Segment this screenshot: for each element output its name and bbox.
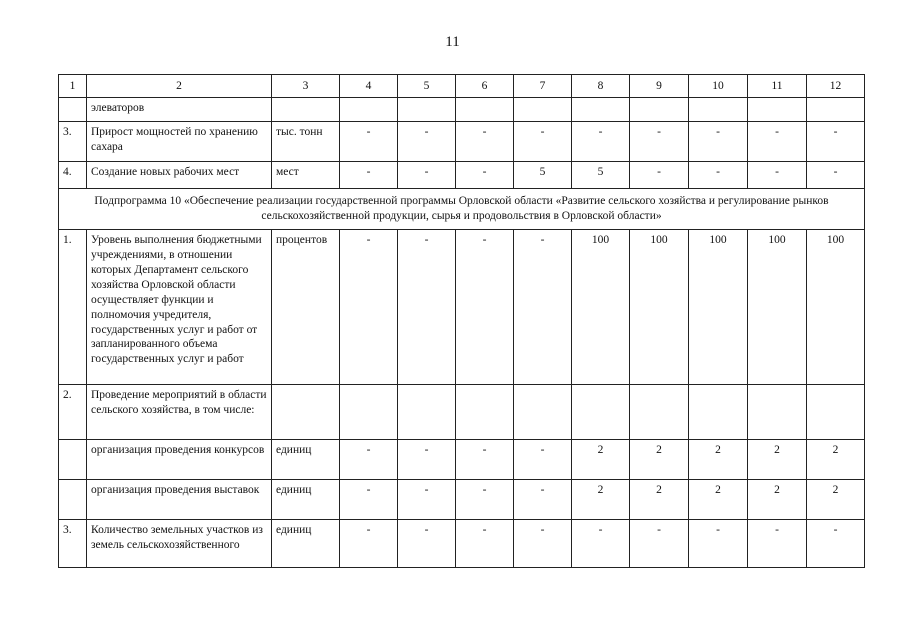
column-header: 2 — [87, 75, 272, 98]
value-cell: - — [340, 479, 398, 519]
value-cell: 2 — [807, 439, 865, 479]
value-cell: 2 — [572, 439, 630, 479]
value-cell — [748, 384, 807, 439]
value-cell: - — [398, 122, 456, 162]
value-cell — [572, 384, 630, 439]
column-header: 7 — [514, 75, 572, 98]
value-cell — [689, 384, 748, 439]
subprogram-title: Подпрограмма 10 «Обеспечение реализации государственной программы Орловской области «Развитие сельского хозяйства и регулирование рынков сельскохозяйственной продукции, сырья и продовольствия в Орловской области» — [59, 189, 865, 230]
value-cell: - — [514, 229, 572, 384]
indicator-name: организация проведения конкурсов — [87, 439, 272, 479]
indicator-name: элеваторов — [87, 98, 272, 122]
value-cell: - — [748, 122, 807, 162]
column-header: 9 — [630, 75, 689, 98]
value-cell: - — [807, 122, 865, 162]
value-cell: 2 — [748, 439, 807, 479]
value-cell: 5 — [572, 162, 630, 189]
value-cell: - — [748, 519, 807, 567]
column-header: 5 — [398, 75, 456, 98]
value-cell — [456, 384, 514, 439]
indicator-name: Создание новых рабочих мест — [87, 162, 272, 189]
table-row — [59, 122, 865, 162]
unit-cell: тыс. тонн — [272, 122, 340, 162]
value-cell: - — [630, 519, 689, 567]
row-number — [59, 98, 87, 122]
value-cell: - — [456, 162, 514, 189]
value-cell: 2 — [748, 479, 807, 519]
table-row — [59, 384, 865, 439]
table-row — [59, 229, 865, 384]
row-number: 3. — [59, 122, 87, 162]
value-cell: - — [630, 162, 689, 189]
value-cell: - — [689, 122, 748, 162]
value-cell: - — [456, 122, 514, 162]
value-cell — [456, 98, 514, 122]
value-cell: - — [398, 479, 456, 519]
value-cell: - — [340, 162, 398, 189]
subprogram-row — [59, 189, 865, 230]
value-cell: - — [807, 519, 865, 567]
value-cell: 100 — [572, 229, 630, 384]
value-cell: 2 — [630, 439, 689, 479]
value-cell: 2 — [630, 479, 689, 519]
unit-cell — [272, 384, 340, 439]
unit-cell: мест — [272, 162, 340, 189]
value-cell: - — [340, 439, 398, 479]
value-cell: 100 — [630, 229, 689, 384]
column-header: 8 — [572, 75, 630, 98]
value-cell: 100 — [689, 229, 748, 384]
value-cell: - — [340, 229, 398, 384]
table-row — [59, 439, 865, 479]
value-cell: 2 — [807, 479, 865, 519]
unit-cell — [272, 98, 340, 122]
value-cell: - — [398, 439, 456, 479]
value-cell: 100 — [748, 229, 807, 384]
value-cell — [689, 98, 748, 122]
value-cell: - — [689, 162, 748, 189]
value-cell: - — [456, 479, 514, 519]
row-number — [59, 439, 87, 479]
value-cell: - — [398, 229, 456, 384]
unit-cell: единиц — [272, 439, 340, 479]
value-cell: 2 — [689, 439, 748, 479]
value-cell — [514, 384, 572, 439]
value-cell — [807, 98, 865, 122]
table-row — [59, 98, 865, 122]
value-cell — [807, 384, 865, 439]
value-cell: - — [572, 122, 630, 162]
value-cell: - — [398, 162, 456, 189]
row-number: 1. — [59, 229, 87, 384]
value-cell — [340, 98, 398, 122]
value-cell: - — [398, 519, 456, 567]
value-cell: - — [514, 479, 572, 519]
value-cell — [398, 384, 456, 439]
row-number: 4. — [59, 162, 87, 189]
indicators-table — [58, 74, 865, 568]
value-cell — [572, 98, 630, 122]
table-header-row — [59, 75, 865, 98]
indicator-name: Уровень выполнения бюджетными учреждениями, в отношении которых Департамент сельского хозяйства Орловской области осуществляет функции и полномочия учредителя, государственных услуг и работ от запланированного объема государственных услуг и работ — [87, 229, 272, 384]
table-row — [59, 479, 865, 519]
value-cell: 5 — [514, 162, 572, 189]
value-cell — [398, 98, 456, 122]
column-header: 12 — [807, 75, 865, 98]
value-cell: - — [514, 519, 572, 567]
indicator-name: Проведение мероприятий в области сельского хозяйства, в том числе: — [87, 384, 272, 439]
column-header: 6 — [456, 75, 514, 98]
indicator-name: Прирост мощностей по хранению сахара — [87, 122, 272, 162]
value-cell: 100 — [807, 229, 865, 384]
value-cell — [514, 98, 572, 122]
value-cell: - — [456, 229, 514, 384]
row-number: 3. — [59, 519, 87, 567]
table-row — [59, 162, 865, 189]
unit-cell: процентов — [272, 229, 340, 384]
value-cell: - — [630, 122, 689, 162]
value-cell: - — [514, 439, 572, 479]
page-number: 11 — [445, 34, 460, 50]
value-cell: - — [340, 519, 398, 567]
column-header: 1 — [59, 75, 87, 98]
row-number: 2. — [59, 384, 87, 439]
column-header: 3 — [272, 75, 340, 98]
value-cell: 2 — [689, 479, 748, 519]
value-cell: - — [689, 519, 748, 567]
value-cell — [630, 384, 689, 439]
column-header: 11 — [748, 75, 807, 98]
indicator-name: Количество земельных участков из земель сельскохозяйственного — [87, 519, 272, 567]
value-cell: - — [807, 162, 865, 189]
row-number — [59, 479, 87, 519]
value-cell: - — [748, 162, 807, 189]
unit-cell: единиц — [272, 479, 340, 519]
value-cell: - — [340, 122, 398, 162]
unit-cell: единиц — [272, 519, 340, 567]
value-cell: - — [456, 519, 514, 567]
table-row — [59, 519, 865, 567]
value-cell — [340, 384, 398, 439]
value-cell — [748, 98, 807, 122]
column-header: 10 — [689, 75, 748, 98]
column-header: 4 — [340, 75, 398, 98]
value-cell: - — [514, 122, 572, 162]
value-cell: - — [456, 439, 514, 479]
value-cell — [630, 98, 689, 122]
indicator-name: организация проведения выставок — [87, 479, 272, 519]
value-cell: 2 — [572, 479, 630, 519]
value-cell: - — [572, 519, 630, 567]
